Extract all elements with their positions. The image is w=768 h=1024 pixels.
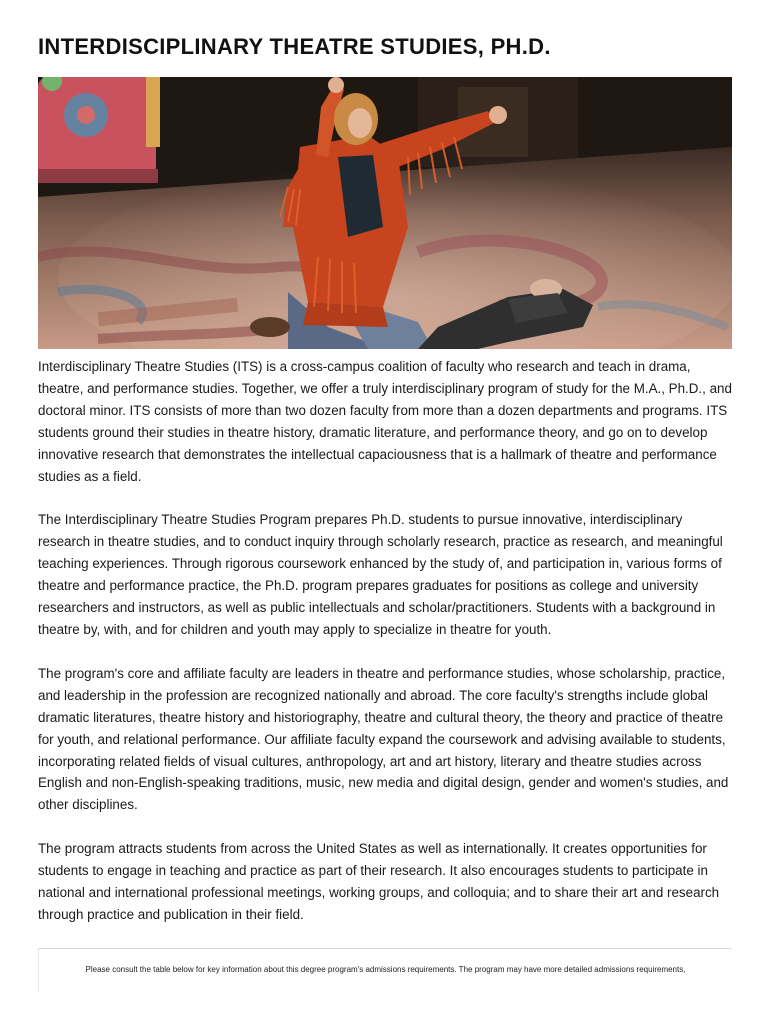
hero-photo [38, 77, 732, 349]
admissions-notice-text: Please consult the table below for key information about this degree program's admissions requirements. The program may have more detailed admissions requirements, [85, 965, 686, 974]
theatre-performance-image [38, 77, 732, 349]
page-title: INTERDISCIPLINARY THEATRE STUDIES, PH.D. [38, 34, 551, 59]
paragraph-phd-program: The Interdisciplinary Theatre Studies Program prepares Ph.D. students to pursue innovative, interdisciplinary research in theatre studies, and to conduct inquiry through scholarly research, practice as research, and meaningful teaching experiences. Through rigorous coursework enhanced by the study of, and participation in, various forms of theatre and performance practice, the Ph.D. program prepares graduates for positions as college and university researchers and instructors, as well as public intellectuals and scholar/practitioners. Students with a background in theatre by, with, and for children and youth may apply to specialize in theatre for youth. [38, 512, 723, 637]
paragraph-intro: Interdisciplinary Theatre Studies (ITS) is a cross-campus coalition of faculty who research and teach in drama, theatre, and performance studies. Together, we offer a truly interdisciplinary program of study for the M.A., Ph.D., and doctoral minor. ITS consists of more than two dozen faculty from more than a dozen departments and programs. ITS students ground their studies in theatre history, dramatic literature, and performance theory, and go on to develop innovative research that demonstrates the intellectual capaciousness that is a hallmark of theatre and performance studies as a field. [38, 359, 732, 484]
admissions-notice-box [38, 948, 732, 992]
paragraph-faculty: The program's core and affiliate faculty are leaders in theatre and performance studies, whose scholarship, practice, and leadership in the profession are recognized nationally and abroad. The core faculty's strengths include global dramatic literatures, theatre history and historiography, theatre and cultural theory, the theory and practice of theatre for youth, and relational performance. Our affiliate faculty expand the coursework and advising available to students, incorporating related fields of visual cultures, anthropology, art and art history, literary and theatre studies across English and non-English-speaking traditions, music, new media and digital design, gender and women's studies, and other disciplines. [38, 665, 729, 813]
body-text [38, 356, 732, 948]
paragraph-students: The program attracts students from across the United States as well as internationally. It creates opportunities for students to engage in teaching and practice as part of their research. It also encourages students to participate in national and international professional meetings, working groups, and colloquia; and to share their art and research through practice and publication in their field. [38, 841, 720, 922]
